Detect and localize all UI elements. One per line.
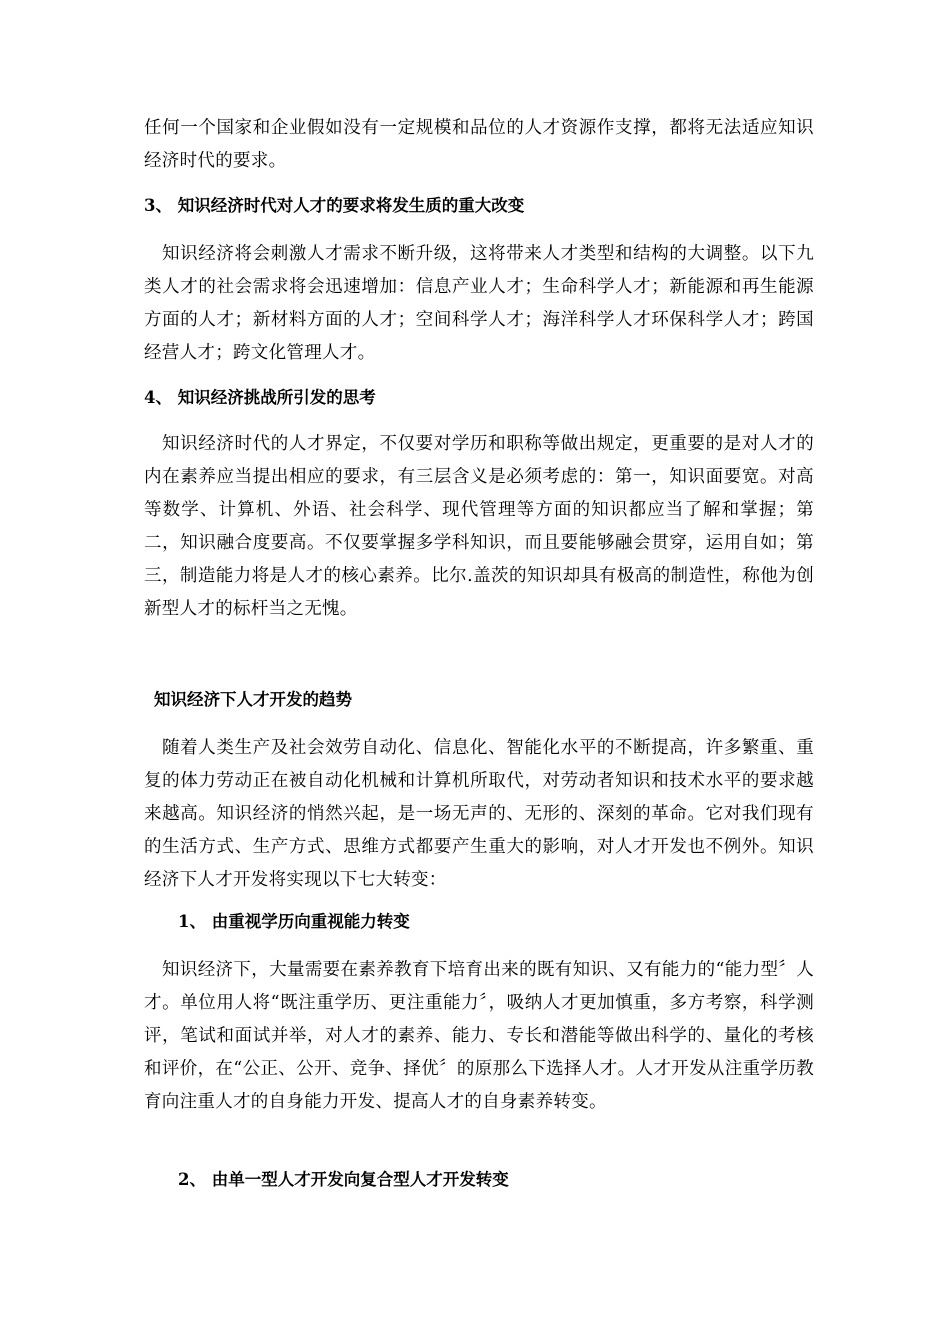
heading-3: 3、 知识经济时代对人才的要求将发生质的重大改变 [144,196,525,215]
intro-paragraph: 任何一个国家和企业假如没有一定规模和品位的人才资源作支撑，都将无法适应知识经济时代的要求。 [144,118,814,171]
section-title: 知识经济下人才开发的趋势 [154,690,352,709]
subheading-2: 2、 由单一型人才开发向复合型人才开发转变 [178,1170,509,1189]
section-paragraph: 随着人类生产及社会效劳自动化、信息化、智能化水平的不断提高，许多繁重、重复的体力劳动正在被自动化机械和计算机所取代，对劳动者知识和技术水平的要求越来越高。知识经济的悄然兴起，是一场无声的、无形的、深刻的革命。它对我们现有的生活方式、生产方式、思维方式都要产生重大的影响，对人才开发也不例外。知识经济下人才开发将实现以下七大转变： [144,738,814,890]
heading-4: 4、 知识经济挑战所引发的思考 [144,388,376,407]
subheading-1: 1、 由重视学历向重视能力转变 [178,912,410,931]
paragraph-3: 知识经济将会刺激人才需求不断升级，这将带来人才类型和结构的大调整。以下九类人才的社会需求将会迅速增加：信息产业人才；生命科学人才；新能源和再生能源方面的人才；新材料方面的人才；空间科学人才；海洋科学人才环保科学人才；跨国经营人才；跨文化管理人才。 [144,244,814,363]
paragraph-4: 知识经济时代的人才界定，不仅要对学历和职称等做出规定，更重要的是对人才的内在素养应当提出相应的要求，有三层含义是必须考虑的：第一，知识面要宽。对高等数学、计算机、外语、社会科学、现代管理等方面的知识都应当了解和掌握；第二，知识融合度要高。不仅要掌握多学科知识，而且要能够融会贯穿，运用自如；第三，制造能力将是人才的核心素养。比尔.盖茨的知识却具有极高的制造性，称他为创新型人才的标杆当之无愧。 [144,434,814,619]
subheading-1-paragraph: 知识经济下，大量需要在素养教育下培育出来的既有知识、又有能力的“能力型〞人才。单位用人将“既注重学历、更注重能力〞，吸纳人才更加慎重，多方考察，科学测评，笔试和面试并举，对人才的素养、能力、专长和潜能等做出科学的、量化的考核和评价，在“公正、公开、竞争、择优〞的原那么下选择人才。人才开发从注重学历教育向注重人才的自身能力开发、提高人才的自身素养转变。 [144,960,814,1112]
